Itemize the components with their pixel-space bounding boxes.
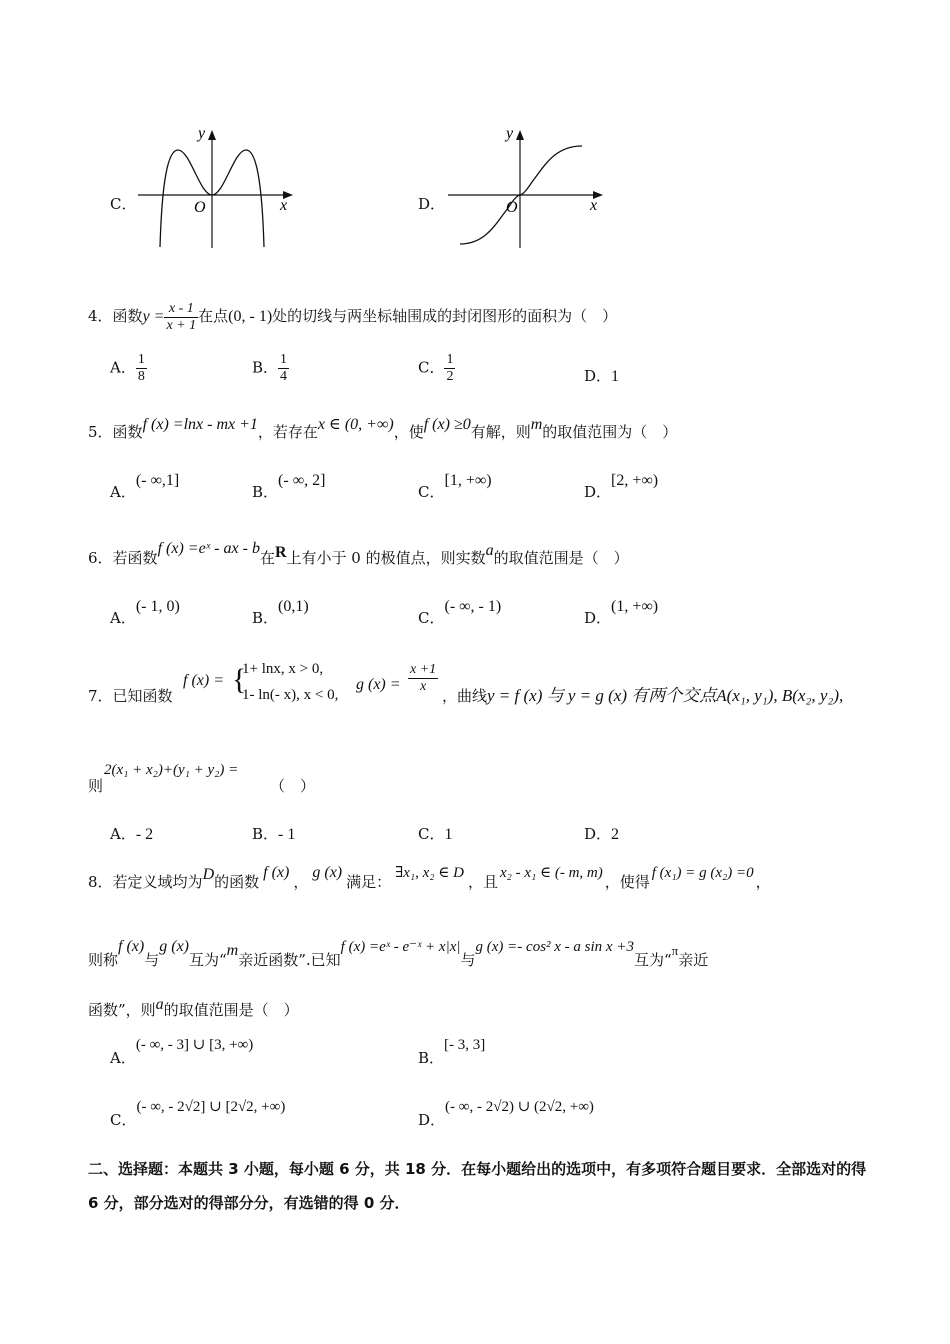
- y-axis-arrow: [208, 130, 216, 140]
- q-math: f (x) =lnx - mx +1: [142, 416, 258, 433]
- q-text: 处的切线与两坐标轴围成的封闭图形的面积为（ ）: [272, 307, 618, 325]
- q7-case-2: 1- ln(- x), x < 0,: [242, 687, 339, 703]
- x-label: x: [280, 197, 288, 214]
- q7-f-lhs: f (x) =: [183, 672, 224, 689]
- q-number: 4．: [88, 307, 113, 325]
- origin-label: O: [194, 199, 206, 216]
- q8-option-b[interactable]: B．[- 3, 3]: [418, 1037, 486, 1067]
- q-math: f (x) =eˣ - ax - b: [157, 540, 260, 557]
- q8-option-a[interactable]: A．(- ∞, - 3] ∪ [3, +∞): [110, 1037, 254, 1067]
- section-2-heading: 二、选择题：本题共 3 小题，每小题 6 分，共 18 分．在每小题给出的选项中，有多项符合题目要求．全部选对的得 6 分，部分选对的得部分分，有选错的得 0 分．: [88, 1160, 867, 1212]
- q8-option-d[interactable]: D．(- ∞, - 2√2) ∪ (2√2, +∞): [418, 1099, 594, 1129]
- y-label: y: [198, 125, 206, 142]
- option-c-label: C．: [110, 195, 137, 213]
- q7-g-fraction: $\frac{x +1}{x}$: [410, 662, 437, 694]
- q4-option-b[interactable]: B． $\frac{1}{4}$: [252, 352, 288, 384]
- x-label: x: [590, 197, 598, 214]
- q6-option-c[interactable]: C．(- ∞, - 1): [418, 598, 502, 627]
- q7-g-lhs: g (x) =: [356, 676, 401, 693]
- q6-option-d[interactable]: D．(1, +∞): [584, 598, 659, 627]
- q6-option-a[interactable]: A．(- 1, 0): [110, 598, 180, 627]
- y-axis-arrow: [516, 130, 524, 140]
- q6-option-b[interactable]: B．(0,1): [252, 598, 309, 627]
- q8-line-2: 则称f (x)与g (x)互为“m亲近函数”.已知f (x) =eˣ - e⁻ˣ + x|x|与g (x) =- cos² x - a sin x +3互为“π亲近: [88, 938, 709, 969]
- q7-option-c[interactable]: C．1: [418, 825, 453, 843]
- q-number: 6．: [88, 549, 113, 567]
- q7-then: 则: [88, 777, 104, 795]
- graph-d: [440, 120, 610, 255]
- q7-brace: {: [232, 663, 247, 696]
- question-6: 6．若函数f (x) =eˣ - ax - b在R上有小于 0 的极值点，则实数a的取值范围是（ ）: [88, 540, 629, 567]
- q7-case-1: 1+ lnx, x > 0,: [242, 661, 324, 677]
- question-4: [88, 296, 617, 337]
- q4-option-c[interactable]: C． $\frac{1}{2}$: [418, 352, 454, 384]
- q-math: x ∈ (0, +∞): [317, 416, 394, 433]
- q7-curves: ，曲线y = f (x) 与 y = g (x) 有两个交点A(x₁, y₁), B(x₂, y₂),: [442, 686, 844, 705]
- q5-option-d[interactable]: D．[2, +∞): [584, 472, 659, 501]
- q-math: f (x) ≥0: [423, 416, 471, 433]
- q-math: (0, - 1): [228, 308, 273, 325]
- q7-option-a[interactable]: A．- 2: [110, 825, 154, 843]
- q5-option-b[interactable]: B．(- ∞, 2]: [252, 472, 326, 501]
- q7-expression: 2(x₁ + x₂)+(y₁ + y₂) =: [104, 762, 239, 778]
- origin-label: O: [506, 199, 518, 216]
- option-d-label: D．: [418, 195, 446, 213]
- q7-paren: （ ）: [270, 777, 316, 795]
- q-text: 函数: [112, 307, 143, 325]
- q8-option-c[interactable]: C．(- ∞, - 2√2] ∪ [2√2, +∞): [110, 1099, 286, 1129]
- q7-option-d[interactable]: D．2: [584, 825, 620, 843]
- question-5: 5．函数f (x) =lnx - mx +1，若存在x ∈ (0, +∞)，使f (x) ≥0有解，则m的取值范围为（ ）: [88, 416, 678, 441]
- question-7-number: 7．已知函数: [88, 687, 173, 705]
- q5-option-c[interactable]: C．[1, +∞): [418, 472, 492, 501]
- q-math: y =: [142, 308, 165, 325]
- graph-c: [130, 120, 300, 255]
- q4-option-a[interactable]: A． $\frac{1}{8}$: [110, 352, 145, 384]
- q8-line-3: 函数”，则a的取值范围是（ ）: [88, 996, 299, 1019]
- q-number: 8．: [88, 873, 113, 891]
- y-label: y: [506, 125, 514, 142]
- question-8: 8．若定义域均为D的函数f (x)，g (x)满足： ∃x₁, x₂ ∈ D ，且 x₂ - x₁ ∈ (- m, m) ，使得 f (x₁) = g (x₂) =0 ，: [88, 864, 771, 891]
- q4-option-d[interactable]: D．1: [584, 367, 620, 385]
- q-fraction: $\frac{x - 1}{x + 1}$: [166, 300, 197, 333]
- q-text: 在点: [198, 307, 229, 325]
- q5-option-a[interactable]: A．(- ∞,1]: [110, 472, 180, 501]
- q-number: 5．: [88, 423, 113, 441]
- q7-option-b[interactable]: B．- 1: [252, 825, 296, 843]
